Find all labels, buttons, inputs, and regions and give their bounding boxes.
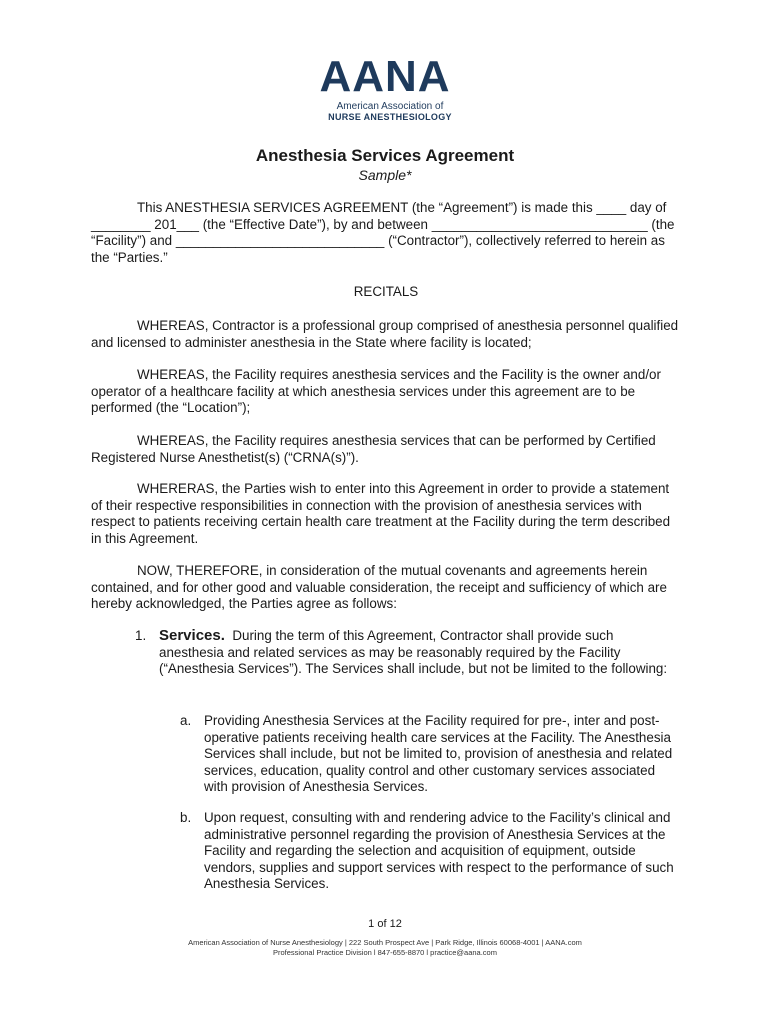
- logo-mark: AANA: [319, 52, 451, 101]
- list-item: [180, 810, 680, 893]
- recital-paragraph: WHEREAS, Contractor is a professional group comprised of anesthesia personnel qualified and licensed to administer anesthesia in the State where facility is located;: [91, 318, 679, 350]
- footer-contact: Professional Practice Division l 847-655-8870 l practice@aana.com: [273, 948, 497, 957]
- document-subtitle: Sample*: [358, 167, 412, 183]
- list-item: [180, 713, 680, 796]
- recitals-heading: RECITALS: [353, 284, 419, 299]
- page-number: 1 of 12: [368, 918, 402, 930]
- section-title: Services.: [159, 627, 225, 644]
- aana-logo: [300, 52, 470, 123]
- list-item-text: Upon request, consulting with and rendering advice to the Facility’s clinical and administrative personnel regarding the provision of Anesthesia Services at the Facility and regarding the selection and acquisition of equipment, outside vendors, supplies and support services with respect to the performance of such Anesthesia Services.: [204, 810, 674, 891]
- recital-paragraph: WHEREAS, the Facility requires anesthesia services that can be performed by Certified Registered Nurse Anesthetist(s) (“CRNA(s)”).: [91, 433, 656, 465]
- recital-paragraph: WHERERAS, the Parties wish to enter into this Agreement in order to provide a statement of their respective responsibilities in connection with the provision of anesthesia services with respect to patients receiving certain health care treatment at the Facility during the term described in this Agreement.: [91, 481, 671, 546]
- list-item-label: b.: [180, 810, 192, 825]
- recital-paragraph: WHEREAS, the Facility requires anesthesia services and the Facility is the owner and/or operator of a healthcare facility at which anesthesia services under this agreement are to be performed (the “Location”);: [91, 367, 661, 415]
- recital-paragraph: NOW, THEREFORE, in consideration of the mutual covenants and agreements herein contained, and for other good and valuable consideration, the receipt and sufficiency of which are hereby acknowledged, the Parties agree as follows:: [91, 563, 667, 611]
- document-title: Anesthesia Services Agreement: [255, 146, 515, 165]
- section-1: [135, 628, 680, 678]
- footer-address: American Association of Nurse Anesthesiology | 222 South Prospect Ave | Park Ridge, Illinois 60068-4001 | AANA.com: [188, 938, 582, 947]
- section-text: During the term of this Agreement, Contractor shall provide such anesthesia and related services as may be reasonably required by the Facility (“Anesthesia Services”). The Services shall include, but not be limited to the following:: [159, 628, 668, 676]
- logo-line-1: American Association of: [336, 101, 444, 112]
- list-item-label: a.: [180, 713, 192, 728]
- intro-paragraph: This ANESTHESIA SERVICES AGREEMENT (the “Agreement”) is made this ____ day of ________ 201___ (the “Effective Date”), by and between _____________________________ (the “Facility”) and ____________________________ (“Contractor”), collectively referred to herein as the “Parties.”: [91, 200, 675, 265]
- list-item-text: Providing Anesthesia Services at the Facility required for pre-, inter and post-operative patients receiving health care services at the Facility. The Anesthesia Services shall include, but not be limited to, provision of anesthesia and related services, education, quality control and other customary services associated with provision of Anesthesia Services.: [204, 713, 673, 794]
- logo-line-2: NURSE ANESTHESIOLOGY: [328, 112, 452, 122]
- section-number: 1.: [135, 628, 147, 643]
